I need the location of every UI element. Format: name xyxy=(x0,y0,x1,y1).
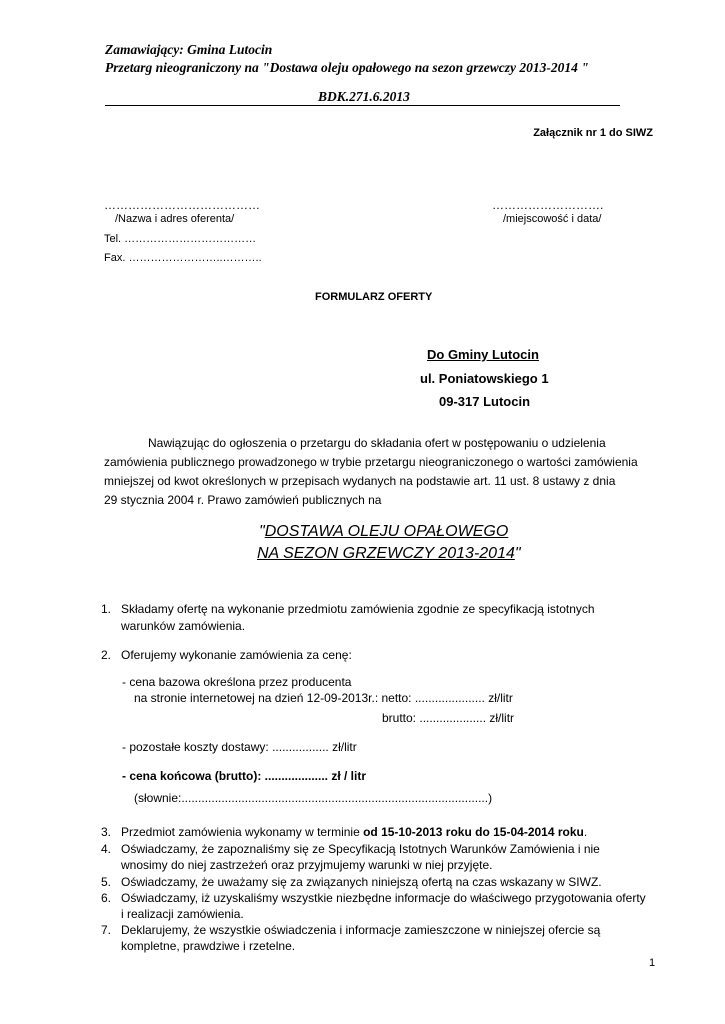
item4-number: 4. xyxy=(101,842,112,856)
price-final: - cena końcowa (brutto): ................... zł / litr xyxy=(122,769,367,783)
item3-text-c: . xyxy=(583,825,588,839)
item3-dates: od 15-10-2013 roku do 15-04-2014 roku xyxy=(363,825,584,839)
item7-number: 7. xyxy=(101,923,112,937)
price-other-costs: - pozostałe koszty dostawy: ................. zł/litr xyxy=(122,740,357,754)
addressee-line1: Do Gminy Lutocin xyxy=(427,347,539,362)
intro-line3: mniejszej od kwot określonych w przepisach wydanych na podstawie art. 11 ust. 8 ustawy z dnia xyxy=(104,474,616,488)
intro-line4: 29 stycznia 2004 r. Prawo zamówień publicznych na xyxy=(104,493,382,507)
addressee-line2: ul. Poniatowskiego 1 xyxy=(420,371,549,386)
form-title: FORMULARZ OFERTY xyxy=(315,291,433,303)
subject-text-line2: NA SEZON GRZEWCZY 2013-2014 xyxy=(257,545,515,562)
header-rule xyxy=(105,105,620,106)
page-number: 1 xyxy=(649,957,656,969)
subject-text-line1: DOSTAWA OLEJU OPAŁOWEGO xyxy=(264,523,509,540)
item4-line2: wnosimy do niej zastrzeżeń oraz przyjmujemy warunki w niej przyjęte. xyxy=(121,858,493,872)
item7-line1: Deklarujemy, że wszystkie oświadczenia i informacje zamieszczone w niniejszej ofercie są xyxy=(121,923,601,937)
item6-line2: i realizacji zamówienia. xyxy=(121,907,244,921)
item6-line1: Oświadczamy, iż uzyskaliśmy wszystkie niezbędne informacje do właściwego przygotowania oferty xyxy=(121,891,646,905)
item6-number: 6. xyxy=(101,891,112,905)
item1-number: 1. xyxy=(101,602,112,616)
item5-line1: Oświadczamy, że uważamy się za związanych niniejszą ofertą na czas wskazany w SIWZ. xyxy=(121,875,602,889)
offeror-place-label: /miejscowość i data/ xyxy=(503,213,602,225)
price-brutto: brutto: .................... zł/litr xyxy=(382,711,515,725)
item3-text-a: Przedmiot zamówienia wykonamy w terminie xyxy=(121,825,364,839)
intro-line2: zamówienia publicznego prowadzonego w trybie przetargu nieograniczonego o wartości zamówienia xyxy=(104,455,638,469)
offeror-tel: Tel. ……………………………… xyxy=(104,233,257,245)
price-in-words: (słownie:............................................................................................) xyxy=(134,791,493,805)
item2-line1: Oferujemy wykonanie zamówienia za cenę: xyxy=(121,648,352,662)
subject-line2 xyxy=(257,545,521,563)
item1-line2: warunków zamówienia. xyxy=(121,619,246,633)
offeror-fax: Fax. ……………………..……….. xyxy=(104,252,262,264)
offeror-place-dots: ………………………. xyxy=(492,198,604,212)
header-contracting-authority: Zamawiający: Gmina Lutocin xyxy=(105,42,273,57)
intro-line1: Nawiązując do ogłoszenia o przetargu do składania ofert w postępowaniu o udzielenia xyxy=(148,436,606,450)
header-tender-title: Przetarg nieograniczony na "Dostawa oleju opałowego na sezon grzewczy 2013-2014 " xyxy=(105,60,589,75)
header-reference: BDK.271.6.2013 xyxy=(318,89,410,104)
price-base-line1: - cena bazowa określona przez producenta xyxy=(122,675,352,689)
addressee-line3: 09-317 Lutocin xyxy=(439,394,531,409)
item5-number: 5. xyxy=(101,875,112,889)
subject-line1 xyxy=(259,523,508,541)
item7-line2: kompletne, prawdziwe i rzetelne. xyxy=(121,939,296,953)
subject-quote-close: " xyxy=(514,545,521,562)
item2-number: 2. xyxy=(101,648,112,662)
item3-line1 xyxy=(121,825,587,839)
offeror-name-label: /Nazwa i adres oferenta/ xyxy=(115,213,235,225)
subject-quote-open: " xyxy=(259,523,265,540)
item3-number: 3. xyxy=(101,825,112,839)
item4-line1: Oświadczamy, że zapoznaliśmy się ze Specyfikacją Istotnych Warunków Zamówienia i nie xyxy=(121,842,600,856)
attachment-label: Załącznik nr 1 do SIWZ xyxy=(533,127,653,139)
offeror-name-dots: ………………………………… xyxy=(104,198,260,212)
item1-line1: Składamy ofertę na wykonanie przedmiotu zamówienia zgodnie ze specyfikacją istotnych xyxy=(121,602,595,616)
price-base-line2: na stronie internetowej na dzień 12-09-2013r.: netto: ..................... zł/litr xyxy=(134,691,513,705)
